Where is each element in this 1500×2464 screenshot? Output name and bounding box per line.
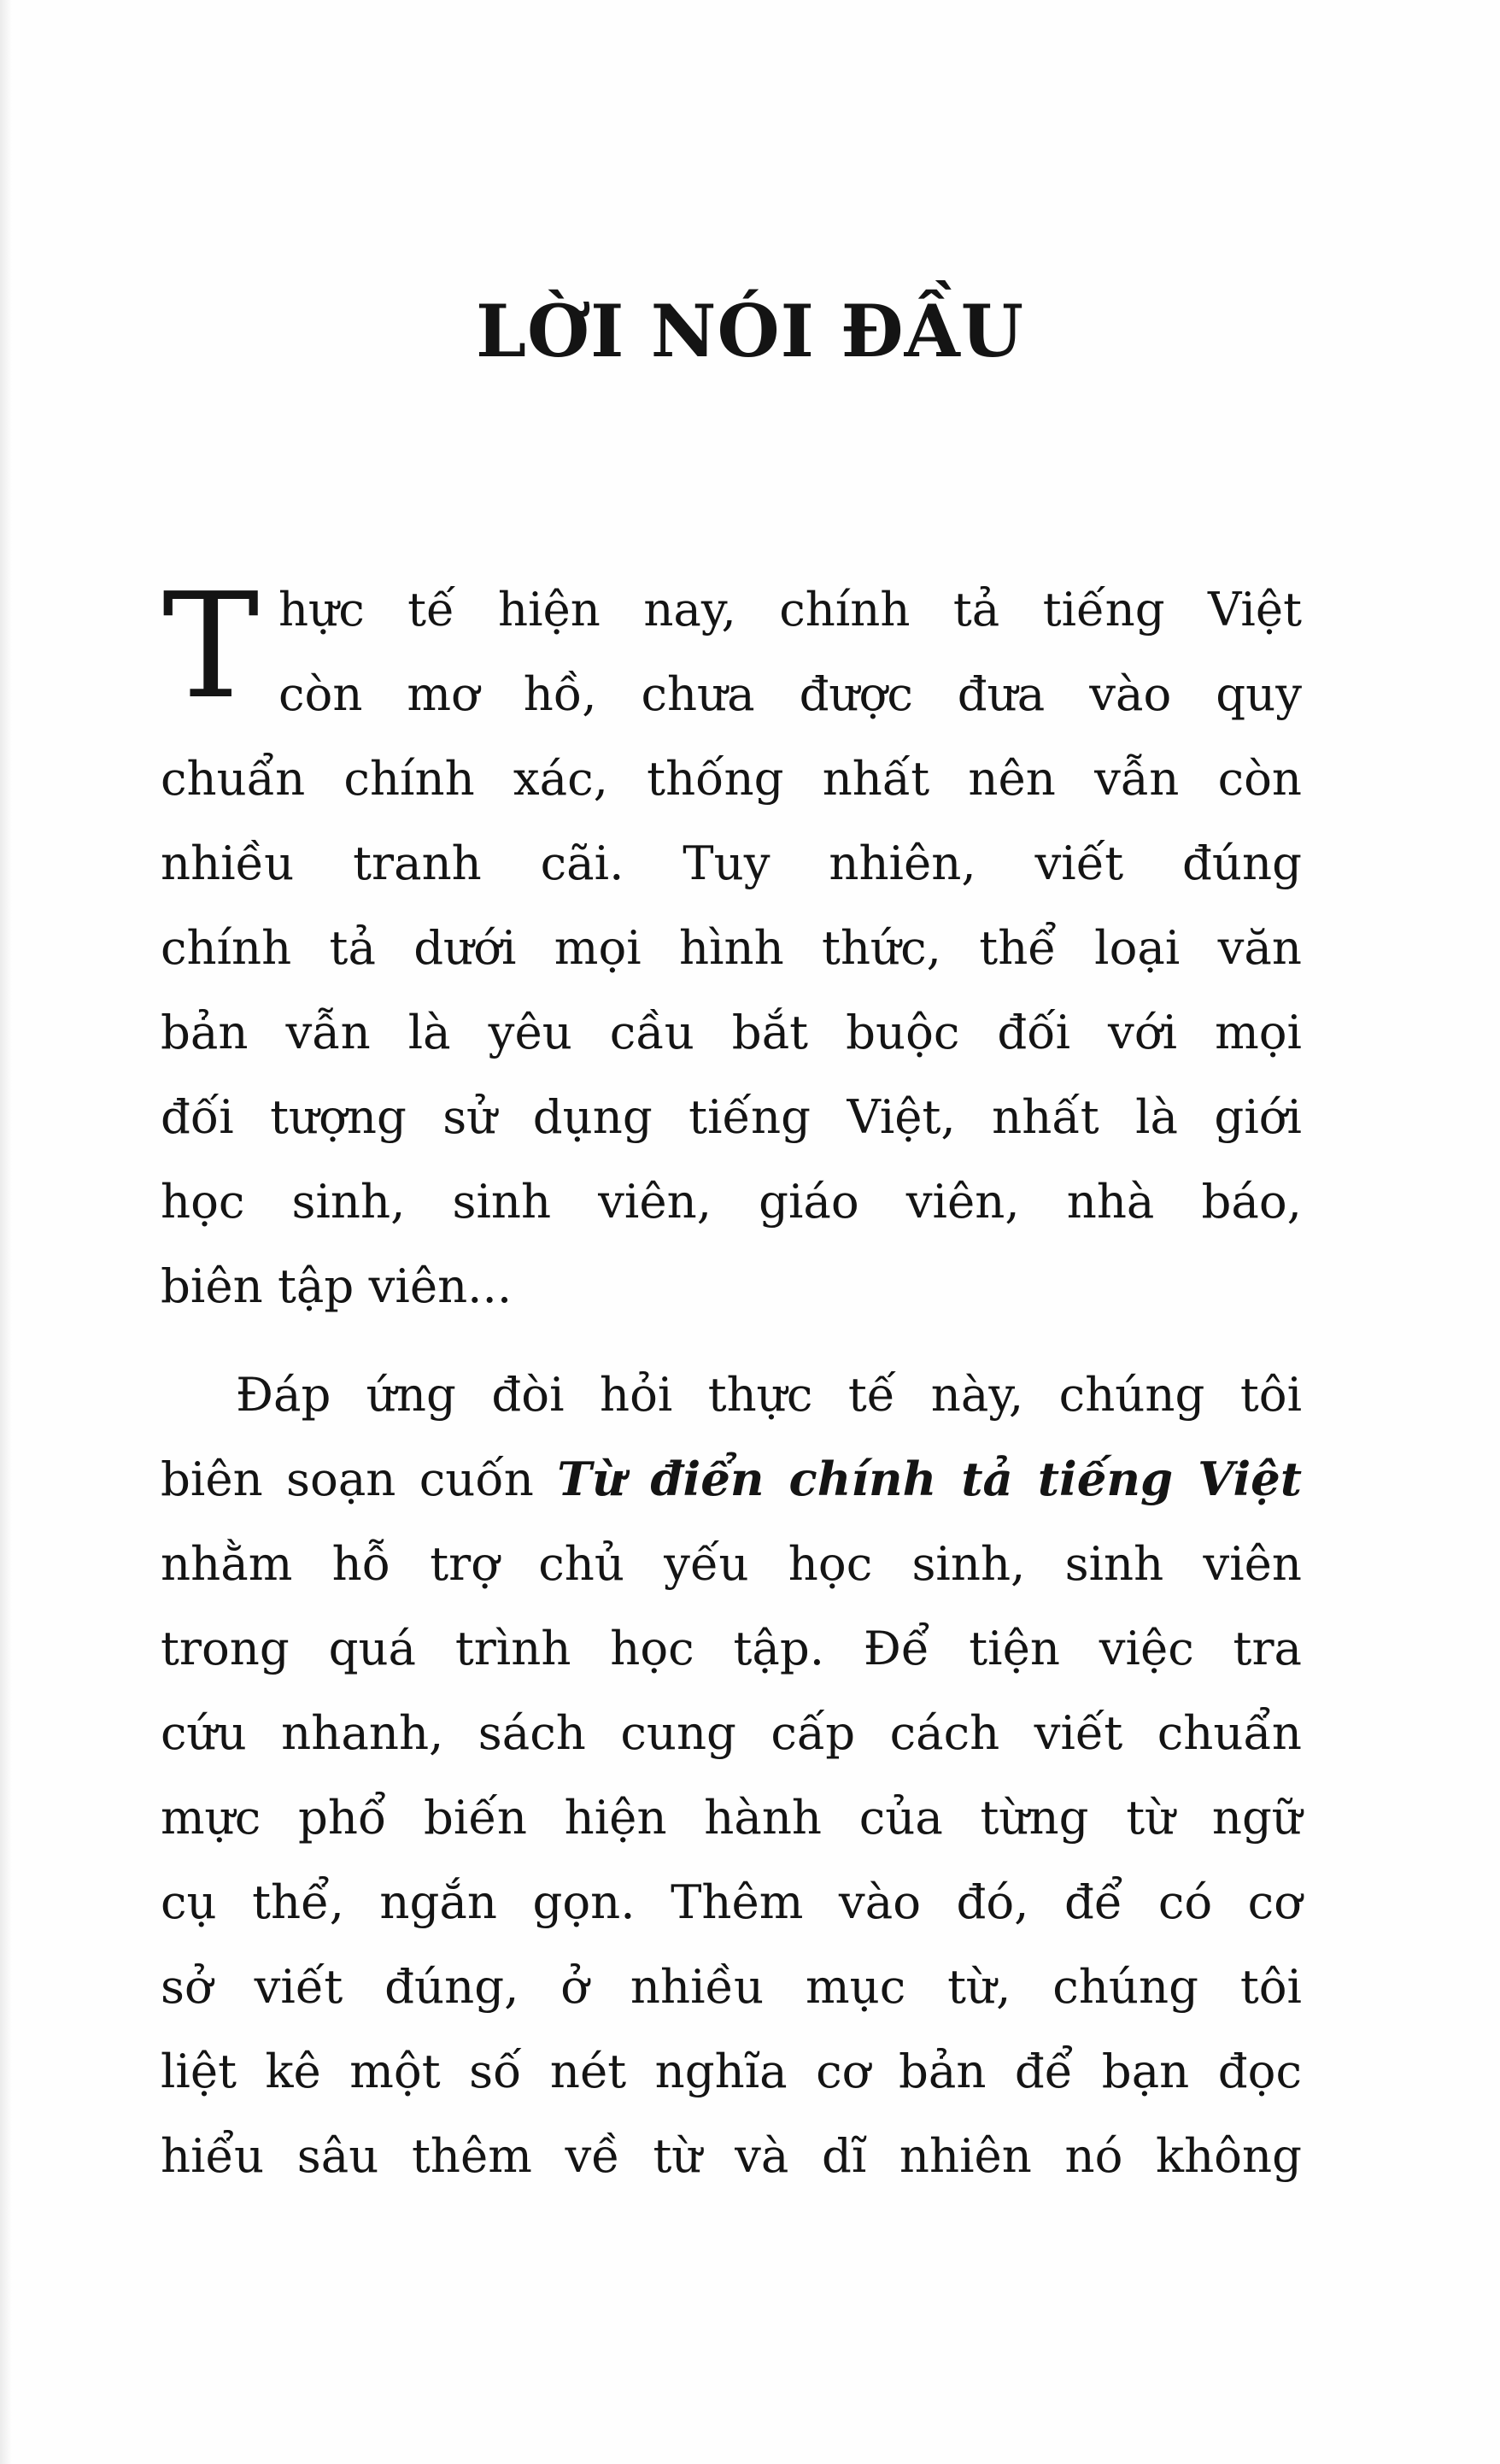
text-line: học sinh, sinh viên, giáo viên, nhà báo, [161,1174,1302,1229]
paragraph-1 [161,562,1302,1329]
text-line: chuẩn chính xác, thống nhất nên vẫn còn [161,751,1302,806]
text-line: Đáp ứng đòi hỏi thực tế này, chúng tôi [236,1367,1302,1422]
text-line: liệt kê một số nét nghĩa cơ bản để bạn đọc [161,2044,1302,2098]
text-line: bản vẫn là yêu cầu bắt buộc đối với mọi [161,1005,1302,1059]
text-line: còn mơ hồ, chưa được đưa vào quy [278,666,1302,721]
text-line: hực tế hiện nay, chính tả tiếng Việt [278,582,1302,637]
text-segment: biên soạn cuốn [161,1452,558,1506]
text-line: sở viết đúng, ở nhiều mục từ, chúng tôi [161,1959,1302,2014]
text-line: mực phổ biến hiện hành của từng từ ngữ [161,1790,1302,1845]
text-line: đối tượng sử dụng tiếng Việt, nhất là giới [161,1089,1302,1144]
text-line: cứu nhanh, sách cung cấp cách viết chuẩn [161,1705,1302,1760]
text-line [161,1437,1302,1522]
body-text [161,562,1302,2198]
text-line: nhiều tranh cãi. Tuy nhiên, viết đúng [161,836,1302,890]
text-line: cụ thể, ngắn gọn. Thêm vào đó, để có cơ [161,1874,1302,1929]
page-heading: LỜI NÓI ĐẦU [475,289,1025,373]
text-line: nhằm hỗ trợ chủ yếu học sinh, sinh viên [161,1536,1302,1591]
text-line: biên tập viên... [161,1258,513,1313]
paragraph-2 [161,1352,1302,2198]
drop-cap: T [162,562,260,731]
text-line: hiểu sâu thêm về từ và dĩ nhiên nó không [161,2128,1302,2183]
text-line: trong quá trình học tập. Để tiện việc tra [161,1621,1302,1675]
text-line: chính tả dưới mọi hình thức, thể loại văn [161,920,1302,975]
book-title: Từ điển chính tả tiếng Việt [557,1452,1302,1506]
